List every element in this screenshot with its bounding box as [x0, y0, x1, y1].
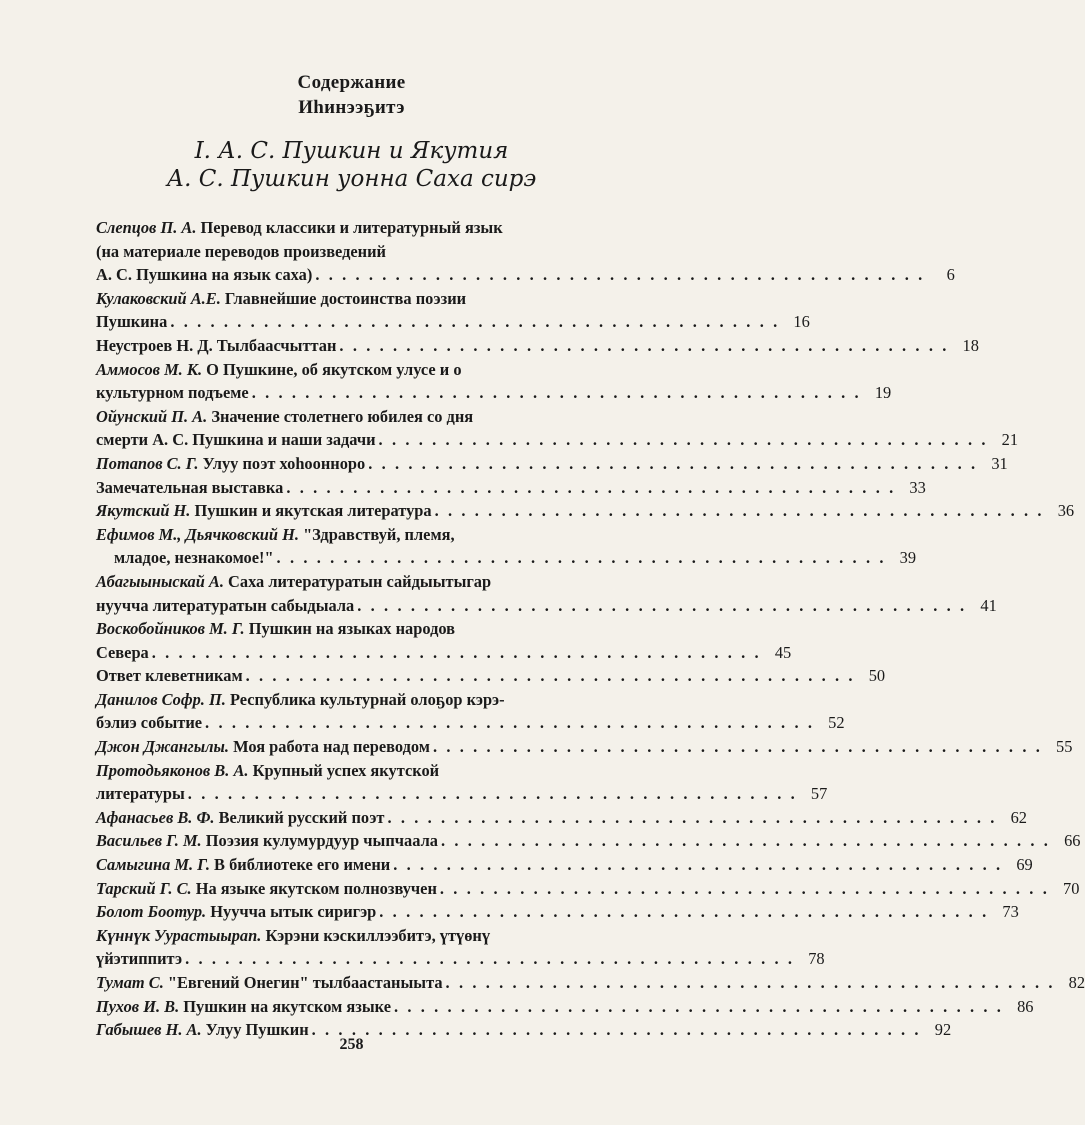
toc-leader-dots: . . . . . . . . . . . . . . . . . . . . . . . . . . . . . . . . . . . . . . . . . . . . . . — [393, 855, 1003, 875]
toc-author: Тумат С. — [96, 973, 164, 992]
toc-line-text — [96, 218, 503, 237]
toc-page-number: 66 — [1064, 831, 1081, 851]
toc-entry — [96, 853, 1033, 877]
toc-author: Болот Боотур. — [96, 902, 207, 922]
toc-author: Ефимов М., Дьячковский Н. — [96, 524, 299, 544]
toc-leader-dots: . . . . . . . . . . . . . . . . . . . . . . . . . . . . . . . . . . . . . . . . . . . . . . — [251, 383, 862, 403]
toc-line — [96, 782, 828, 806]
toc-leader-dots: . . . . . . . . . . . . . . . . . . . . . . . . . . . . . . . . . . . . . . . . . . . . . . — [445, 973, 1056, 992]
table-of-contents — [96, 216, 1085, 1042]
toc-line — [96, 877, 1080, 901]
toc-page-number: 57 — [810, 784, 828, 804]
toc-title: Улуу Пушкин — [201, 1020, 309, 1040]
toc-title: Севера — [96, 642, 149, 662]
toc-title: На языке якутском полнозвучен — [191, 878, 437, 898]
section-title-sakha: А. С. Пушкин уонна Саха сирэ — [166, 166, 537, 192]
toc-page-number: 36 — [1057, 501, 1075, 521]
toc-page-number: 73 — [1002, 902, 1019, 922]
toc-title: Ответ клеветникам — [96, 666, 243, 686]
toc-entry — [96, 900, 1019, 924]
toc-entry — [96, 617, 792, 664]
toc-line — [96, 641, 792, 665]
page-number: 258 — [339, 1036, 364, 1053]
toc-author: Ойунский П. А. — [96, 406, 208, 426]
toc-line-text — [96, 900, 376, 924]
toc-page-number: 21 — [1001, 430, 1019, 450]
toc-line — [96, 334, 979, 358]
toc-entry — [96, 405, 1019, 452]
toc-page-number: 62 — [1010, 807, 1027, 827]
toc-entry — [96, 499, 1075, 523]
toc-page-number: 41 — [980, 595, 997, 615]
contents-title-sakha: Иһинээҕитэ — [298, 97, 405, 118]
toc-line-text — [96, 853, 390, 877]
toc-entry — [96, 735, 1073, 759]
toc-entry — [96, 829, 1081, 853]
toc-title: смерти А. С. Пушкина и наши задачи — [96, 430, 376, 450]
toc-leader-dots: . . . . . . . . . . . . . . . . . . . . . . . . . . . . . . . . . . . . . . . . . . . . . . — [379, 902, 989, 922]
toc-entry — [96, 523, 917, 570]
toc-line — [96, 263, 955, 287]
toc-page-number: 18 — [962, 335, 979, 355]
toc-page-number: 86 — [1017, 996, 1034, 1016]
toc-line-text — [96, 428, 376, 452]
toc-title: Неустроев Н. Д. Тылбаасчыттан — [96, 335, 337, 355]
toc-line-text — [96, 664, 243, 688]
toc-title: Республика культурнай олоҕор кэрэ- — [225, 689, 505, 709]
toc-line-text — [96, 947, 182, 971]
toc-entry — [96, 971, 1085, 995]
toc-title: Пушкин и якутская литература — [190, 501, 432, 521]
toc-line — [96, 759, 658, 783]
toc-author: Потапов С. Г. — [96, 453, 199, 473]
toc-author: Тарский Г. С. — [96, 878, 192, 898]
toc-line — [96, 900, 1019, 924]
toc-leader-dots: . . . . . . . . . . . . . . . . . . . . . . . . . . . . . . . . . . . . . . . . . . . . . . — [439, 878, 1050, 898]
toc-line-text — [96, 995, 391, 1019]
toc-line-text — [96, 360, 462, 379]
toc-line — [96, 947, 825, 971]
toc-line-text — [96, 572, 491, 591]
toc-title: Крупный успех якутской — [248, 760, 440, 780]
toc-line — [96, 617, 658, 641]
toc-line — [96, 594, 997, 618]
toc-title: литературы — [96, 784, 185, 804]
toc-title: В библиотеке его имени — [209, 855, 391, 875]
toc-line-text — [114, 546, 274, 570]
toc-title: Кэрэни кэскиллээбитэ, үтүөнү — [261, 925, 491, 945]
toc-line-text — [96, 641, 149, 665]
toc-entry — [96, 924, 825, 971]
toc-leader-dots: . . . . . . . . . . . . . . . . . . . . . . . . . . . . . . . . . . . . . . . . . . . . . . — [434, 501, 1045, 521]
toc-line — [96, 995, 1034, 1019]
toc-line — [96, 405, 658, 429]
toc-leader-dots: . . . . . . . . . . . . . . . . . . . . . . . . . . . . . . . . . . . . . . . . . . . . . . — [378, 430, 989, 450]
toc-title: Значение столетнего юбилея со дня — [207, 406, 474, 426]
toc-entry — [96, 216, 955, 287]
toc-line-text — [96, 806, 384, 830]
toc-line — [96, 829, 1081, 853]
toc-line — [96, 688, 658, 712]
toc-line-text — [96, 971, 443, 995]
toc-page-number: 33 — [909, 477, 926, 497]
toc-entry — [96, 570, 997, 617]
toc-page-number: 92 — [934, 1020, 952, 1040]
toc-entry — [96, 476, 926, 500]
toc-page-number: 19 — [874, 383, 892, 403]
toc-author: Абагыыныскай А. — [96, 571, 224, 591]
toc-title: младое, незнакомое!" — [114, 548, 274, 568]
toc-line-text — [96, 525, 455, 544]
toc-author: Аммосов М. К. — [96, 359, 203, 379]
toc-line-text — [96, 690, 505, 709]
toc-leader-dots: . . . . . . . . . . . . . . . . . . . . . . . . . . . . . . . . . . . . . . . . . . . . . . — [185, 949, 795, 969]
toc-entry — [96, 452, 1008, 476]
toc-title: Перевод классики и литературный язык — [196, 218, 503, 237]
toc-page-number: 45 — [774, 642, 792, 662]
toc-line-text — [96, 499, 432, 523]
toc-line — [96, 971, 1085, 995]
toc-line — [96, 452, 1008, 476]
toc-title: Пушкин на языках народов — [244, 619, 455, 639]
toc-title: А. С. Пушкина на язык саха) — [96, 265, 313, 285]
toc-leader-dots: . . . . . . . . . . . . . . . . . . . . . . . . . . . . . . . . . . . . . . . . . . . . . . — [276, 548, 887, 568]
toc-page-number: 69 — [1016, 855, 1033, 875]
toc-line-text — [96, 407, 473, 426]
toc-title: "Здравствуй, племя, — [298, 524, 455, 544]
toc-line — [96, 310, 810, 334]
toc-leader-dots: . . . . . . . . . . . . . . . . . . . . . . . . . . . . . . . . . . . . . . . . . . . . . . — [339, 335, 949, 355]
toc-author: Самыгина М. Г. — [96, 855, 210, 875]
toc-author: Протодьяконов В. А. — [96, 760, 249, 780]
toc-leader-dots: . . . . . . . . . . . . . . . . . . . . . . . . . . . . . . . . . . . . . . . . . . . . . . — [170, 312, 780, 332]
toc-line-text — [96, 782, 185, 806]
toc-line-text — [96, 877, 437, 901]
toc-line — [96, 664, 886, 688]
toc-line-text — [96, 310, 167, 334]
toc-line — [96, 711, 845, 735]
toc-line — [96, 924, 658, 948]
toc-line-text — [96, 476, 283, 500]
toc-entry — [96, 664, 886, 688]
toc-leader-dots: . . . . . . . . . . . . . . . . . . . . . . . . . . . . . . . . . . . . . . . . . . . . . . — [432, 737, 1043, 757]
toc-page-number: 82 — [1068, 973, 1085, 992]
toc-line — [96, 806, 1027, 830]
toc-line-text — [96, 711, 202, 735]
toc-line-text — [96, 381, 249, 405]
toc-author: Васильев Г. М. — [96, 831, 202, 851]
toc-line — [96, 358, 658, 382]
toc-entry — [96, 877, 1080, 901]
toc-title: Главнейшие достоинства поэзии — [220, 288, 467, 308]
toc-line — [96, 546, 917, 570]
toc-title: культурном подъеме — [96, 383, 249, 403]
toc-page-number: 78 — [808, 949, 825, 969]
toc-title: Моя работа над переводом — [228, 737, 430, 757]
toc-leader-dots: . . . . . . . . . . . . . . . . . . . . . . . . . . . . . . . . . . . . . . . . . . . . . . — [245, 666, 856, 686]
toc-line — [96, 287, 658, 311]
toc-entry — [96, 995, 1034, 1019]
toc-line — [96, 381, 892, 405]
toc-line-text — [96, 289, 466, 308]
toc-title: Пушкина — [96, 312, 168, 332]
toc-leader-dots: . . . . . . . . . . . . . . . . . . . . . . . . . . . . . . . . . . . . . . . . . . . . . . — [368, 453, 978, 473]
toc-entry — [96, 759, 828, 806]
toc-author: Воскобойников М. Г. — [96, 619, 245, 639]
toc-entry — [96, 287, 810, 334]
toc-title: бэлиэ событие — [96, 713, 203, 733]
toc-author: Күннүк Уурастыырап. — [96, 925, 262, 945]
toc-page-number: 31 — [991, 453, 1008, 473]
toc-leader-dots: . . . . . . . . . . . . . . . . . . . . . . . . . . . . . . . . . . . . . . . . . . . . . . — [440, 831, 1051, 851]
toc-title: Великий русский поэт — [214, 807, 385, 827]
toc-page-number: 6 — [946, 265, 955, 285]
toc-title: "Евгений Онегин" тылбаастаныыта — [163, 973, 443, 992]
toc-line-text — [96, 334, 336, 358]
toc-line-text — [96, 263, 312, 287]
toc-leader-dots: . . . . . . . . . . . . . . . . . . . . . . . . . . . . . . . . . . . . . . . . . . . . . . — [286, 477, 896, 497]
toc-author: Габышев Н. А. — [96, 1020, 202, 1040]
toc-page-number: 39 — [899, 548, 917, 568]
toc-author: Афанасьев В. Ф. — [96, 807, 215, 827]
toc-title: (на материале переводов произведений — [96, 241, 387, 261]
toc-line-text — [96, 761, 439, 780]
toc-author: Якутский Н. — [96, 501, 191, 521]
toc-title: Замечательная выставка — [96, 477, 284, 497]
toc-leader-dots: . . . . . . . . . . . . . . . . . . . . . . . . . . . . . . . . . . . . . . . . . . . . . . — [151, 642, 762, 662]
toc-line-text — [96, 594, 354, 618]
section-title-russian: I. А. С. Пушкин и Якутия — [194, 138, 509, 164]
toc-leader-dots: . . . . . . . . . . . . . . . . . . . . . . . . . . . . . . . . . . . . . . . . . . . . . . — [205, 713, 815, 733]
toc-author: Данилов Софр. П. — [96, 689, 226, 709]
toc-leader-dots: . . . . . . . . . . . . . . . . . . . . . . . . . . . . . . . . . . . . . . . . . . . . . . — [311, 1020, 922, 1040]
toc-line — [96, 216, 658, 240]
toc-title: Поэзия кулумурдуур чыпчаала — [201, 831, 438, 851]
toc-entry — [96, 806, 1027, 830]
toc-title: Нуучча ытык сиригэр — [206, 902, 377, 922]
toc-line — [96, 735, 1073, 759]
toc-line — [96, 853, 1033, 877]
toc-author: Джон Джангылы. — [96, 737, 229, 757]
toc-line — [96, 523, 658, 547]
toc-author: Пухов И. В. — [96, 996, 180, 1016]
toc-leader-dots: . . . . . . . . . . . . . . . . . . . . . . . . . . . . . . . . . . . . . . . . . . . . . . — [357, 595, 967, 615]
toc-page-number: 16 — [793, 312, 810, 332]
toc-leader-dots: . . . . . . . . . . . . . . . . . . . . . . . . . . . . . . . . . . . . . . . . . . . . . . — [387, 807, 997, 827]
toc-line-text — [96, 452, 365, 476]
toc-page-number: 50 — [868, 666, 886, 686]
toc-title: үйэтиппитэ — [96, 949, 183, 969]
toc-leader-dots: . . . . . . . . . . . . . . . . . . . . . . . . . . . . . . . . . . . . . . . . . . . . . . — [315, 265, 925, 285]
toc-entry — [96, 358, 892, 405]
toc-line-text — [96, 242, 386, 261]
toc-leader-dots: . . . . . . . . . . . . . . . . . . . . . . . . . . . . . . . . . . . . . . . . . . . . . . — [393, 996, 1004, 1016]
toc-author: Кулаковский А.Е. — [96, 288, 221, 308]
toc-line-text — [96, 829, 438, 853]
toc-page-number: 70 — [1063, 878, 1080, 898]
toc-page-number: 52 — [828, 713, 845, 733]
toc-line-text — [96, 735, 430, 759]
toc-title: О Пушкине, об якутском улусе и о — [202, 359, 462, 379]
contents-title-russian: Содержание — [297, 72, 406, 93]
toc-line — [96, 499, 1075, 523]
toc-line — [96, 476, 926, 500]
toc-line — [96, 240, 658, 264]
toc-page-number: 55 — [1056, 737, 1073, 757]
toc-entry — [96, 334, 979, 358]
toc-leader-dots: . . . . . . . . . . . . . . . . . . . . . . . . . . . . . . . . . . . . . . . . . . . . . . — [187, 784, 798, 804]
toc-title: нуучча литературатын сабыдыала — [96, 595, 355, 615]
toc-line-text — [96, 926, 490, 945]
toc-line-text — [96, 619, 455, 638]
toc-title: Пушкин на якутском языке — [179, 996, 391, 1016]
toc-author: Слепцов П. А. — [96, 218, 197, 237]
toc-line — [96, 570, 658, 594]
toc-title: Улуу поэт хоһоонноро — [198, 453, 366, 473]
toc-line — [96, 428, 1019, 452]
toc-entry — [96, 688, 845, 735]
toc-title: Саха литературатын сайдыытыгар — [223, 571, 492, 591]
